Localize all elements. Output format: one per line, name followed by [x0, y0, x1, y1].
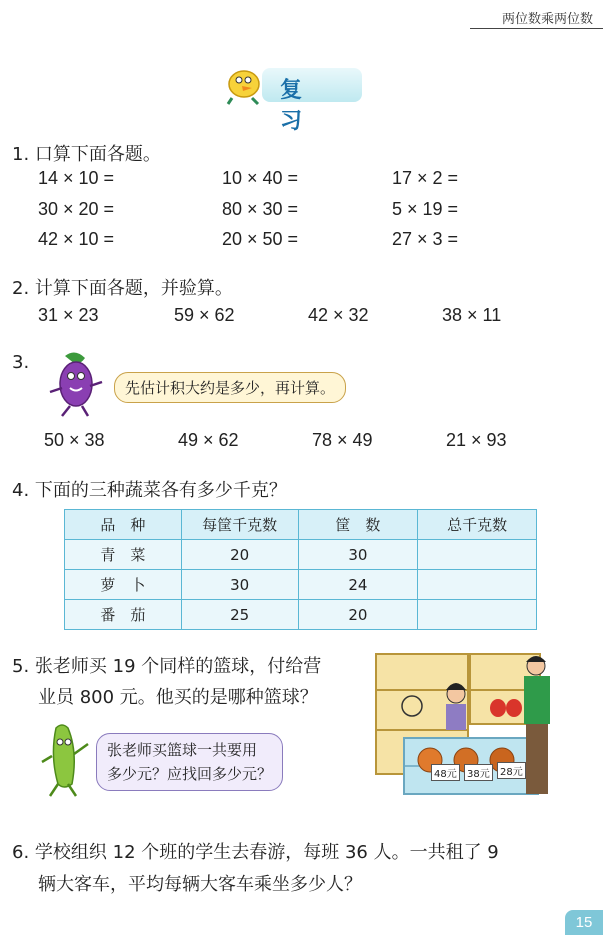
q5-line2: 业员 800 元。他买的是哪种篮球？: [38, 687, 318, 708]
sports-shop-illustration: [374, 650, 564, 812]
q1-item: 5 × 19 =: [392, 199, 459, 219]
table-header-row: [65, 510, 537, 540]
table-cell: 番 茄: [65, 600, 182, 630]
table-cell-answer[interactable]: [418, 600, 537, 630]
cucumber-mascot-icon: [36, 722, 98, 800]
table-row: [65, 570, 537, 600]
q3-hint-text: 先估计积大约是多少，再计算。: [125, 379, 336, 397]
q3-item: 21 × 93: [446, 430, 507, 450]
q5-hint-line1: 张老师买篮球一共要用: [107, 741, 258, 759]
table-cell: 20: [298, 600, 418, 630]
q5-hint-line2: 多少元？应找回多少元？: [107, 765, 273, 783]
table-cell-answer[interactable]: [418, 540, 537, 570]
title-text: 复 习: [280, 78, 321, 134]
price-tag: 48元: [431, 764, 460, 781]
table-cell: 青 菜: [65, 540, 182, 570]
q3-item: 50 × 38: [44, 430, 105, 450]
q2-item: 42 × 32: [308, 305, 369, 325]
table-cell-answer[interactable]: [418, 570, 537, 600]
q6-line2: 辆大客车，平均每辆大客车乘坐多少人？: [38, 874, 362, 895]
q3-hint-bubble: [114, 372, 346, 403]
q2-item: 38 × 11: [442, 305, 502, 325]
table-cell: 20: [181, 540, 298, 570]
header-rule: [470, 28, 603, 29]
page-number: 15: [565, 910, 603, 935]
table-header-cell: 总千克数: [418, 510, 537, 540]
q4-label: 4. 下面的三种蔬菜各有多少千克？: [12, 480, 287, 501]
q5-hint-bubble: [96, 733, 283, 791]
table-cell: 25: [181, 600, 298, 630]
q2-label: 2. 计算下面各题，并验算。: [12, 278, 233, 299]
table-cell: 24: [298, 570, 418, 600]
table-cell: 30: [181, 570, 298, 600]
table-cell: 30: [298, 540, 418, 570]
chick-mascot-icon: [222, 62, 272, 107]
q1-item: 42 × 10 =: [38, 229, 115, 249]
eggplant-mascot-icon: [40, 348, 110, 420]
q1-item: 30 × 20 =: [38, 199, 115, 219]
table-cell: 萝 卜: [65, 570, 182, 600]
chapter-title: 两位数乘两位数: [501, 12, 593, 27]
q2-item: 59 × 62: [174, 305, 235, 325]
price-tag: 28元: [497, 762, 526, 779]
q1-label: 1. 口算下面各题。: [12, 144, 161, 165]
q3-item: 49 × 62: [178, 430, 239, 450]
vegetable-table: [64, 509, 537, 630]
table-row: [65, 540, 537, 570]
q5-line1: 5. 张老师买 19 个同样的篮球，付给营: [12, 656, 322, 677]
q1-item: 80 × 30 =: [222, 199, 299, 219]
q1-item: 14 × 10 =: [38, 168, 115, 188]
q1-item: 10 × 40 =: [222, 168, 299, 188]
q3-item: 78 × 49: [312, 430, 373, 450]
q1-item: 20 × 50 =: [222, 229, 299, 249]
section-title: [222, 62, 362, 134]
price-tag: 38元: [464, 764, 493, 781]
table-header-cell: 品 种: [65, 510, 182, 540]
table-header-cell: 每筐千克数: [181, 510, 298, 540]
q6-line1: 6. 学校组织 12 个班的学生去春游，每班 36 人。一共租了 9: [12, 842, 499, 863]
q2-item: 31 × 23: [38, 305, 99, 325]
q3-label: 3.: [12, 352, 30, 373]
table-row: [65, 600, 537, 630]
table-header-cell: 筐 数: [298, 510, 418, 540]
q1-item: 17 × 2 =: [392, 168, 459, 188]
q1-item: 27 × 3 =: [392, 229, 459, 249]
